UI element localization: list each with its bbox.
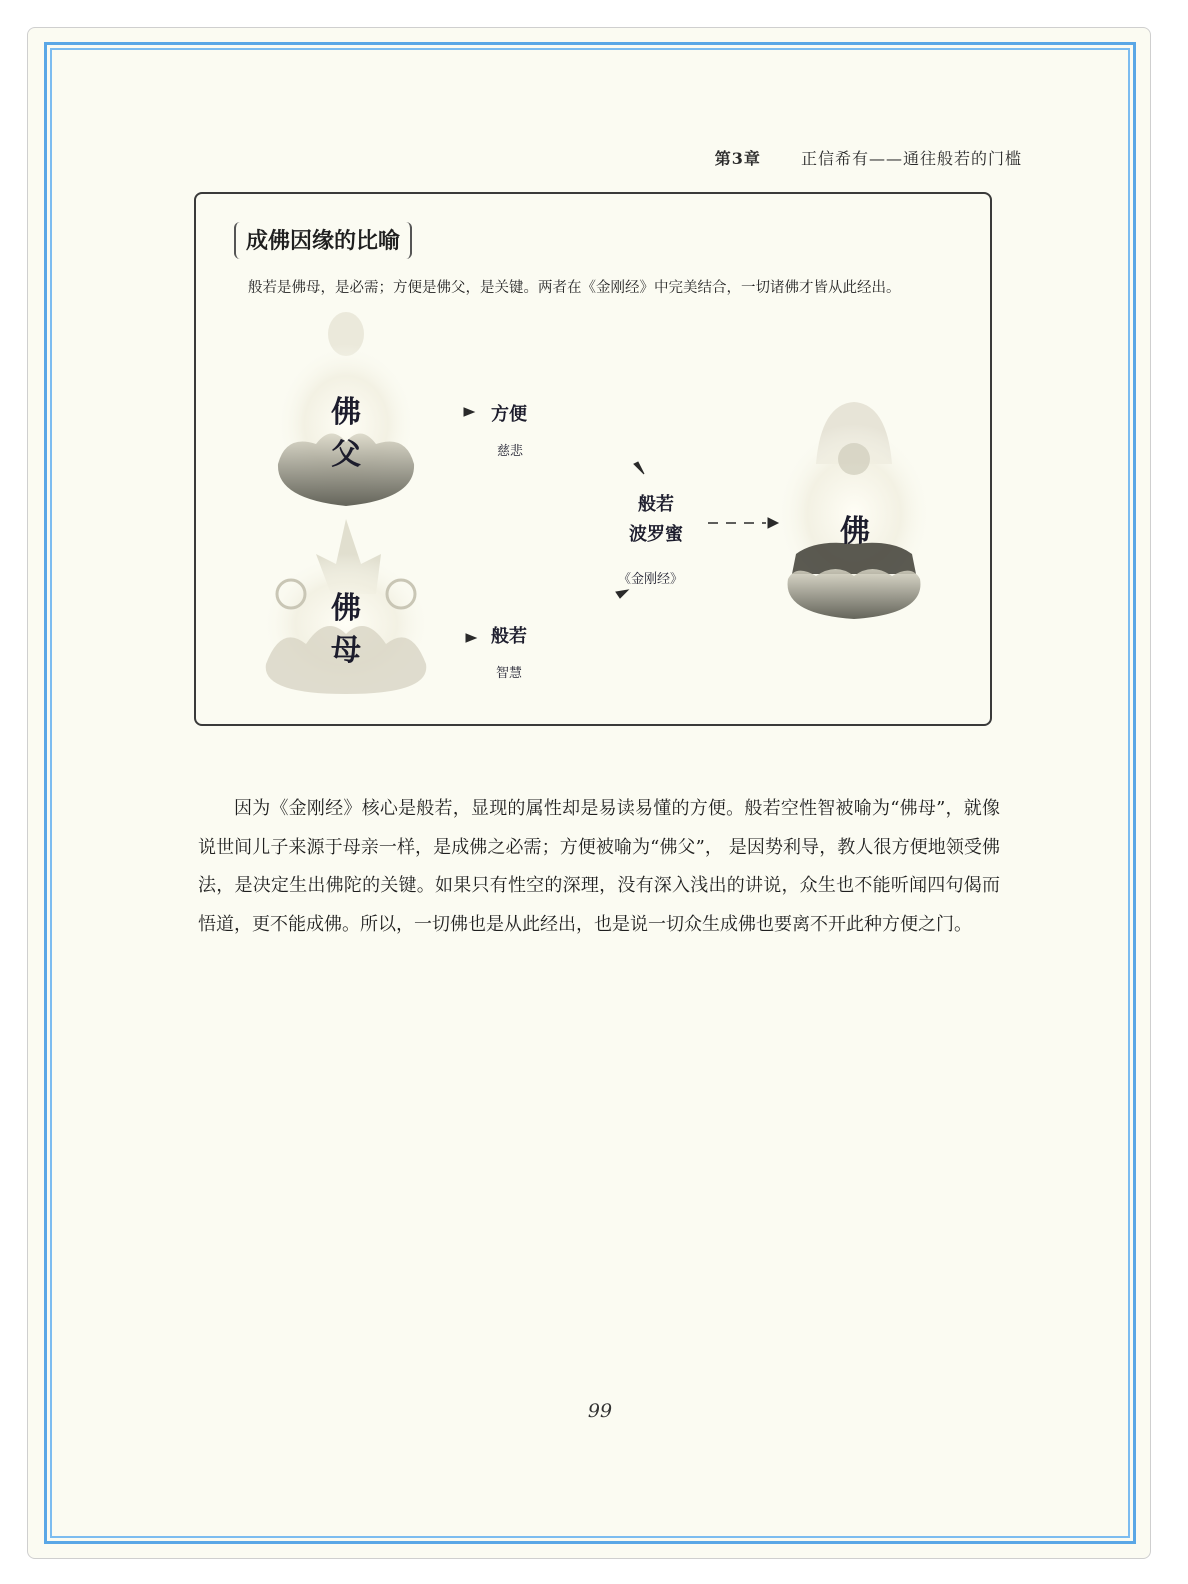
prajnaparamita-label bbox=[606, 490, 706, 550]
running-header bbox=[715, 146, 1022, 169]
figure-title: 成佛因缘的比喻 bbox=[234, 222, 412, 259]
figure-box bbox=[194, 192, 992, 726]
mother-label bbox=[326, 588, 366, 672]
buddha-label: 佛 bbox=[840, 514, 870, 549]
page-number: 99 bbox=[587, 1400, 613, 1422]
father-label bbox=[326, 392, 366, 476]
mother-char-1: 佛 bbox=[331, 591, 361, 626]
chapter-number: 第3章 bbox=[714, 149, 761, 168]
father-char-1: 佛 bbox=[331, 395, 361, 430]
chapter-title: 正信希有——通往般若的门槛 bbox=[800, 149, 1022, 168]
diagram-illustration bbox=[196, 194, 990, 724]
skillful-means-label: 方便 bbox=[491, 404, 527, 425]
diamond-sutra-label: 《金刚经》 bbox=[618, 572, 684, 587]
body-paragraph: 因为《金刚经》核心是般若，显现的属性却是易读易懂的方便。般若空性智被喻为“佛母”，就像说世间儿子来源于母亲一样，是成佛之必需；方便被喻为“佛父”， 是因势利导，教人很方便地领受佛法，是决定生出佛陀的关键。如果只有性空的深理，没有深入浅出的讲说，众生也不能听闻四句偈而悟道，更不能成佛。所以，一切佛也是从此经出，也是说一切众生成佛也要离不开此种方便之门。 bbox=[198, 798, 1000, 935]
wisdom-sub-label: 智慧 bbox=[496, 666, 523, 681]
wisdom-label: 般若 bbox=[491, 626, 527, 647]
mother-char-2: 母 bbox=[331, 633, 361, 668]
paramita-line: 波罗蜜 bbox=[629, 524, 683, 545]
prajna-line: 般若 bbox=[638, 494, 674, 515]
father-char-2: 父 bbox=[331, 437, 361, 472]
figure-caption: 般若是佛母，是必需；方便是佛父，是关键。两者在《金刚经》中完美结合，一切诸佛才皆从此经出。 bbox=[248, 280, 901, 296]
compassion-label: 慈悲 bbox=[497, 444, 524, 459]
